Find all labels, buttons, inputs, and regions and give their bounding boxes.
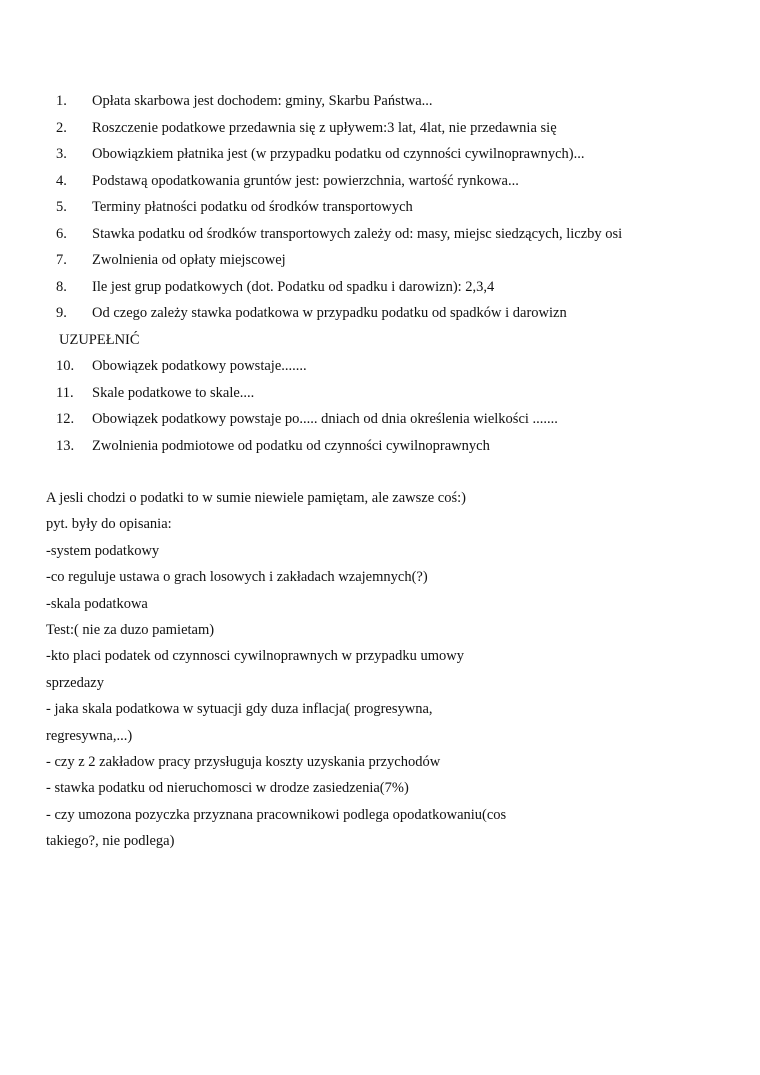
notes-section bbox=[46, 485, 726, 854]
item-number: 1. bbox=[56, 93, 67, 109]
item-text: Zwolnienia od opłaty miejscowej bbox=[92, 252, 286, 268]
list-item bbox=[0, 380, 760, 407]
note-line: - czy z 2 zakładow pracy przysługuja koszty uzyskania przychodów bbox=[46, 753, 441, 770]
item-number: 9. bbox=[56, 305, 67, 321]
note-line: -kto placi podatek od czynnosci cywilnoprawnych w przypadku umowy bbox=[46, 648, 464, 665]
item-text: Ile jest grup podatkowych (dot. Podatku od spadku i darowizn): 2,3,4 bbox=[92, 278, 495, 295]
list-item bbox=[0, 433, 760, 460]
list-item bbox=[0, 353, 760, 380]
question-list bbox=[0, 88, 760, 459]
item-number: 10. bbox=[56, 358, 75, 374]
item-text: Od czego zależy stawka podatkowa w przypadku podatku od spadków i darowizn bbox=[92, 305, 567, 321]
section-heading-uzupelnic: UZUPEŁNIĆ bbox=[59, 331, 140, 348]
note-line: pyt. były do opisania: bbox=[46, 516, 172, 533]
note-line: - stawka podatku od nieruchomosci w drodze zasiedzenia(7%) bbox=[46, 780, 409, 797]
note-line: - czy umozona pozyczka przyznana pracownikowi podlega opodatkowaniu(cos bbox=[46, 806, 507, 823]
note-line: -skala podatkowa bbox=[46, 595, 148, 612]
item-number: 7. bbox=[56, 252, 67, 268]
item-text: Skale podatkowe to skale.... bbox=[92, 384, 255, 401]
note-line: -co reguluje ustawa o grach losowych i zakładach wzajemnych(?) bbox=[46, 569, 428, 586]
item-text: Obowiązek podatkowy powstaje po..... dniach od dnia określenia wielkości ....... bbox=[92, 411, 558, 427]
item-text: Roszczenie podatkowe przedawnia się z upływem:3 lat, 4lat, nie przedawnia się bbox=[92, 119, 557, 136]
note-line: -system podatkowy bbox=[46, 542, 160, 559]
list-item bbox=[0, 247, 760, 274]
item-number: 3. bbox=[56, 146, 67, 162]
item-number: 13. bbox=[56, 437, 75, 454]
item-text: Obowiązek podatkowy powstaje....... bbox=[92, 358, 307, 374]
item-number: 4. bbox=[56, 172, 67, 189]
item-number: 12. bbox=[56, 411, 75, 427]
note-line: - jaka skala podatkowa w sytuacji gdy duza inflacja( progresywna, bbox=[46, 701, 433, 718]
item-text: Stawka podatku od środków transportowych zależy od: masy, miejsc siedzących, liczby osi bbox=[92, 225, 623, 242]
item-number: 2. bbox=[56, 119, 67, 136]
note-line: takiego?, nie podlega) bbox=[46, 833, 175, 850]
list-item bbox=[0, 274, 760, 301]
note-line: A jesli chodzi o podatki to w sumie niewiele pamiętam, ale zawsze coś:) bbox=[46, 490, 466, 506]
item-text: Podstawą opodatkowania gruntów jest: powierzchnia, wartość rynkowa... bbox=[92, 172, 519, 189]
list-item bbox=[0, 115, 760, 142]
item-text: Zwolnienia podmiotowe od podatku od czynności cywilnoprawnych bbox=[92, 437, 490, 454]
item-text: Opłata skarbowa jest dochodem: gminy, Skarbu Państwa... bbox=[92, 93, 433, 109]
item-number: 5. bbox=[56, 199, 67, 215]
list-item bbox=[0, 168, 760, 195]
item-number: 8. bbox=[56, 278, 67, 295]
item-number: 11. bbox=[56, 384, 74, 401]
list-item bbox=[0, 300, 760, 327]
list-item bbox=[0, 88, 760, 115]
list-item bbox=[0, 194, 760, 221]
note-line: sprzedazy bbox=[46, 674, 104, 691]
note-line: Test:( nie za duzo pamietam) bbox=[46, 621, 215, 638]
list-item bbox=[0, 141, 760, 168]
item-number: 6. bbox=[56, 225, 67, 242]
item-text: Obowiązkiem płatnika jest (w przypadku podatku od czynności cywilnoprawnych)... bbox=[92, 146, 585, 162]
list-item bbox=[0, 221, 760, 248]
item-text: Terminy płatności podatku od środków transportowych bbox=[92, 199, 413, 215]
list-item bbox=[0, 406, 760, 433]
note-line: regresywna,...) bbox=[46, 727, 133, 744]
